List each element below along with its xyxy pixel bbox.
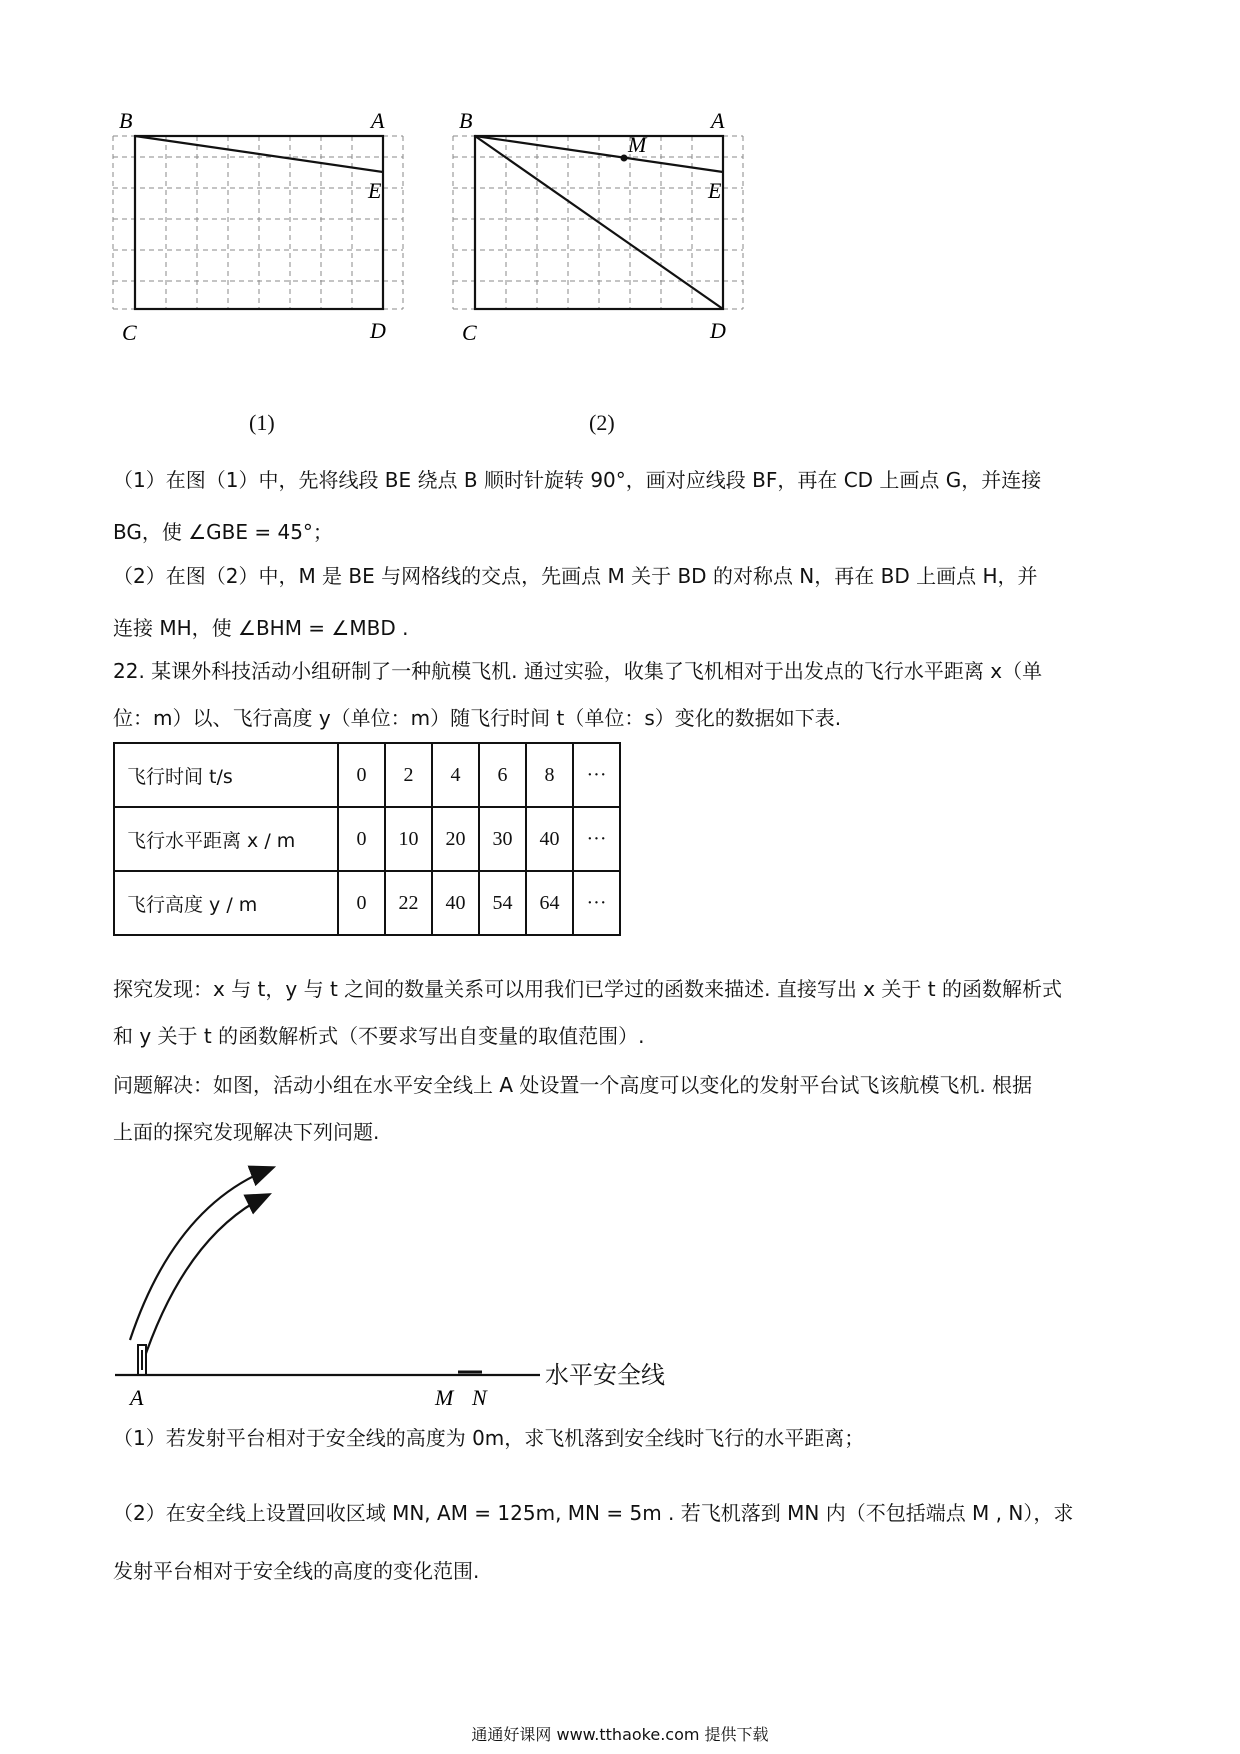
table-cell: 22 (385, 871, 432, 935)
q22-explore-line1: 探究发现：x 与 t，y 与 t 之间的数量关系可以用我们已学过的函数来描述. 直接写出 x 关于 t 的函数解析式 (113, 977, 1062, 1001)
flight-path-upper (130, 1168, 272, 1340)
q22-solve (113, 1062, 1133, 1156)
flight-data-table (113, 742, 621, 936)
flight-path-lower (142, 1195, 268, 1365)
grid-figure-1 (100, 100, 420, 390)
q22-solve-line1: 问题解决：如图，活动小组在水平安全线上 A 处设置一个高度可以变化的发射平台试飞该航模飞机. 根据 (113, 1073, 1033, 1097)
label-c: C (122, 320, 137, 345)
q22-explore-line2: 和 y 关于 t 的函数解析式（不要求写出自变量的取值范围）. (113, 1024, 645, 1048)
table-cell: 10 (385, 807, 432, 871)
figure-2-caption: (2) (589, 410, 615, 435)
q21-part2-line2: 连接 MH，使 ∠BHM = ∠MBD . (113, 616, 409, 640)
label-e: E (368, 178, 382, 203)
q21-part1 (113, 454, 1133, 558)
table-cell: 40 (432, 871, 479, 935)
q22-intro (113, 648, 1133, 742)
label-m-point: M (435, 1385, 454, 1410)
table-cell: ··· (573, 807, 620, 871)
label-n-point: N (472, 1385, 487, 1410)
table-row-distance (114, 807, 620, 871)
figure-1-caption: (1) (249, 410, 275, 435)
label-d-2: D (710, 318, 726, 343)
footer-source: 通通好课网 www.tthaoke.com 提供下载 (471, 1725, 769, 1744)
q22-sub2-line2: 发射平台相对于安全线的高度的变化范围. (113, 1559, 480, 1583)
q22-sub2 (113, 1484, 1133, 1600)
row-header: 飞行时间 t/s (114, 743, 338, 807)
table-cell: 0 (338, 807, 385, 871)
flight-diagram (100, 1150, 720, 1415)
label-d: D (370, 318, 386, 343)
q22-intro-line2: 位：m）以、飞行高度 y（单位：m）随飞行时间 t（单位：s）变化的数据如下表. (113, 706, 842, 730)
q22-sub2-line1: （2）在安全线上设置回收区域 MN, AM = 125m, MN = 5m . 若飞机落到 MN 内（不包括端点 M , N），求 (113, 1501, 1074, 1525)
q21-part2 (113, 550, 1133, 654)
q21-part2-line1: （2）在图（2）中，M 是 BE 与网格线的交点，先画点 M 关于 BD 的对称点 N，再在 BD 上画点 H，并 (113, 564, 1038, 588)
q21-part1-line1: （1）在图（1）中，先将线段 BE 绕点 B 顺时针旋转 90°，画对应线段 BF，再在 CD 上画点 G，并连接 (113, 468, 1042, 492)
label-b: B (119, 108, 133, 133)
label-a-point: A (130, 1385, 144, 1410)
table-cell: ··· (573, 743, 620, 807)
table-cell: 6 (479, 743, 526, 807)
q21-part1-line2: BG，使 ∠GBE = 45°； (113, 520, 333, 544)
q22-intro-line1: 22. 某课外科技活动小组研制了一种航模飞机. 通过实验，收集了飞机相对于出发点的飞行水平距离 x（单 (113, 659, 1043, 683)
q22-explore (113, 966, 1133, 1060)
row-header: 飞行水平距离 x / m (114, 807, 338, 871)
label-b-2: B (459, 108, 473, 133)
table-cell: 64 (526, 871, 573, 935)
table-cell: 4 (432, 743, 479, 807)
table-cell: 20 (432, 807, 479, 871)
table-cell: 0 (338, 743, 385, 807)
label-e-2: E (708, 178, 722, 203)
label-a-2: A (711, 108, 725, 133)
table-cell: 40 (526, 807, 573, 871)
label-c-2: C (462, 320, 477, 345)
table-cell: 54 (479, 871, 526, 935)
grid-figure-2 (440, 100, 760, 390)
table-cell: 0 (338, 871, 385, 935)
table-cell: 8 (526, 743, 573, 807)
row-header: 飞行高度 y / m (114, 871, 338, 935)
point-m (621, 155, 628, 162)
safety-line-label: 水平安全线 (545, 1361, 665, 1389)
q22-solve-line2: 上面的探究发现解决下列问题. (113, 1120, 380, 1144)
label-a: A (371, 108, 385, 133)
table-row-time (114, 743, 620, 807)
label-m: M (628, 132, 647, 157)
table-cell: 2 (385, 743, 432, 807)
q22-sub1: （1）若发射平台相对于安全线的高度为 0m，求飞机落到安全线时飞行的水平距离； (113, 1426, 865, 1450)
table-cell: 30 (479, 807, 526, 871)
table-row-height (114, 871, 620, 935)
table-cell: ··· (573, 871, 620, 935)
